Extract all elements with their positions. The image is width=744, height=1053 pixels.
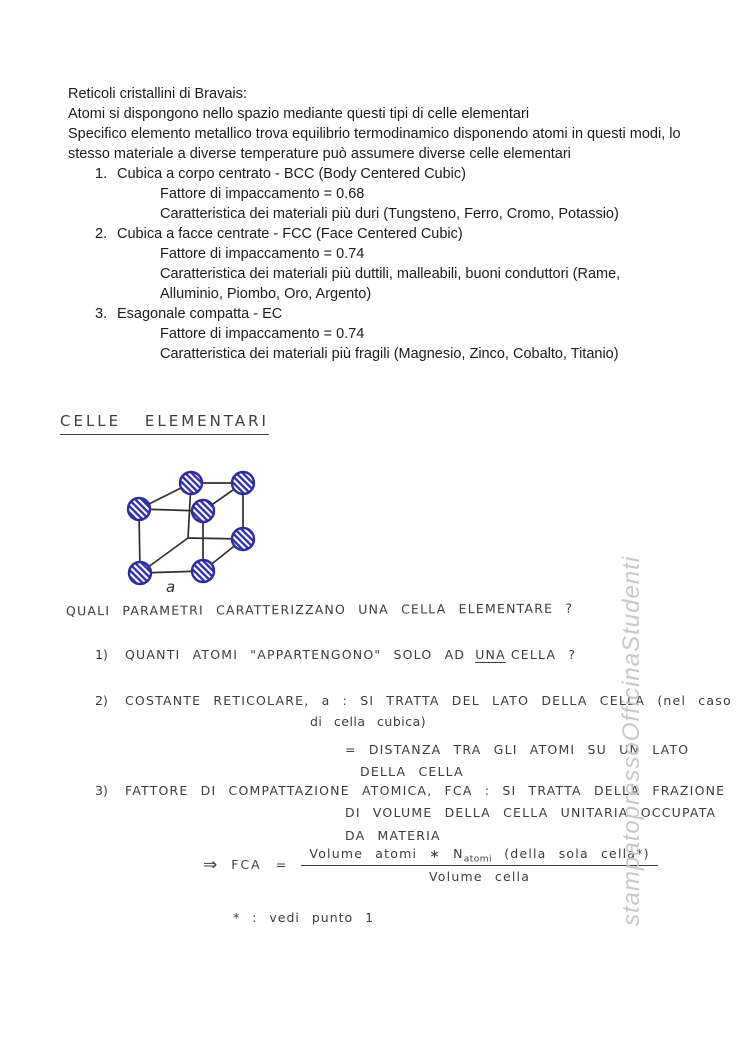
item-text: DELLA CELLA xyxy=(360,764,464,779)
list-item-bcc xyxy=(68,164,693,184)
implies-arrow-icon: ⇒ xyxy=(203,854,218,875)
item-number: 2) xyxy=(95,693,108,708)
atom-icon xyxy=(232,528,254,550)
numerator-text: Volume atomi ∗ N xyxy=(309,846,464,861)
cell-type-list xyxy=(68,164,693,364)
list-item-title: Cubica a corpo centrato - BCC (Body Centered Cubic) xyxy=(117,166,466,182)
notes-intro-paragraph: Specifico elemento metallico trova equilibrio termodinamico disponendo atomi in questi modi, lo stesso materiale a diverse temperature può assumere diverse celle elementari xyxy=(68,126,681,162)
fraction-numerator xyxy=(301,846,657,866)
handwritten-question: QUALI PARAMETRI CARATTERIZZANO UNA CELLA ELEMENTARE ? xyxy=(65,600,574,619)
list-item-detail: Fattore di impaccamento = 0.68 xyxy=(160,186,365,202)
item-text: QUANTI ATOMI "APPARTENGONO" SOLO AD xyxy=(125,647,466,662)
footnote: * : vedi punto 1 xyxy=(233,910,375,925)
numerator-subscript: atomi xyxy=(463,854,493,865)
fca-formula xyxy=(203,846,658,884)
atom-icon xyxy=(232,472,254,494)
formula-lhs: FCA xyxy=(231,857,262,873)
list-item-detail: Fattore di impaccamento = 0.74 xyxy=(160,246,365,262)
list-item-title: Cubica a facce centrate - FCC (Face Centered Cubic) xyxy=(117,226,463,242)
atom-icon xyxy=(129,562,151,584)
list-item-detail: Caratteristica dei materiali più duri (Tungsteno, Ferro, Cromo, Potassio) xyxy=(160,206,619,222)
lattice-constant-label: a xyxy=(166,578,176,596)
list-item-title: Esagonale compatta - EC xyxy=(117,306,283,322)
unit-cell-sketch xyxy=(118,452,308,602)
typed-notes-block xyxy=(68,84,693,364)
fraction-denominator: Volume cella xyxy=(429,868,531,884)
list-number: 1. xyxy=(95,166,108,182)
numerator-note: (della sola cella*) xyxy=(504,846,650,861)
item-number: 3) xyxy=(95,783,108,798)
handwritten-heading: CELLE ELEMENTARI xyxy=(60,412,269,435)
item-text: DA MATERIA xyxy=(345,828,441,843)
list-item-detail: Caratteristica dei materiali più duttili, malleabili, buoni conduttori (Rame, Alluminio, Piombo, Oro, Argento) xyxy=(160,266,621,302)
list-number: 2. xyxy=(95,226,108,242)
cube-edges xyxy=(139,483,243,573)
atom-icon xyxy=(192,500,214,522)
watermark-text: stampatopressoOfficinaStudenti xyxy=(618,555,645,926)
equals-sign: = xyxy=(275,857,288,873)
list-item-detail: Fattore di impaccamento = 0.74 xyxy=(160,326,365,342)
handwritten-item-1 xyxy=(95,644,576,665)
underlined-word: UNA xyxy=(475,647,506,662)
fraction xyxy=(301,846,657,884)
notes-intro-line: Atomi si dispongono nello spazio mediante questi tipi di celle elementari xyxy=(68,106,530,122)
item-text: di cella cubica) xyxy=(310,714,427,729)
atom-icon xyxy=(192,560,214,582)
item-number: 1) xyxy=(95,647,108,662)
list-item-ec xyxy=(68,304,693,324)
cubic-cell-diagram xyxy=(118,452,308,602)
item-text: COSTANTE RETICOLARE, a : SI TRATTA DEL LATO DELLA CELLA (nel caso xyxy=(125,693,732,708)
notes-title: Reticoli cristallini di Bravais: xyxy=(68,86,247,102)
item-text: FATTORE DI COMPATTAZIONE ATOMICA, FCA : SI TRATTA DELLA FRAZIONE xyxy=(125,783,726,798)
item-text: DI VOLUME DELLA CELLA UNITARIA OCCUPATA xyxy=(345,805,717,820)
atom-icon xyxy=(180,472,202,494)
item-text: = DISTANZA TRA GLI ATOMI SU UN LATO xyxy=(345,742,690,757)
atom-icon xyxy=(128,498,150,520)
list-item-detail: Caratteristica dei materiali più fragili (Magnesio, Zinco, Cobalto, Titanio) xyxy=(160,346,619,362)
corner-atoms xyxy=(128,472,254,584)
list-item-fcc xyxy=(68,224,693,244)
item-text: CELLA ? xyxy=(510,647,577,662)
list-number: 3. xyxy=(95,306,108,322)
